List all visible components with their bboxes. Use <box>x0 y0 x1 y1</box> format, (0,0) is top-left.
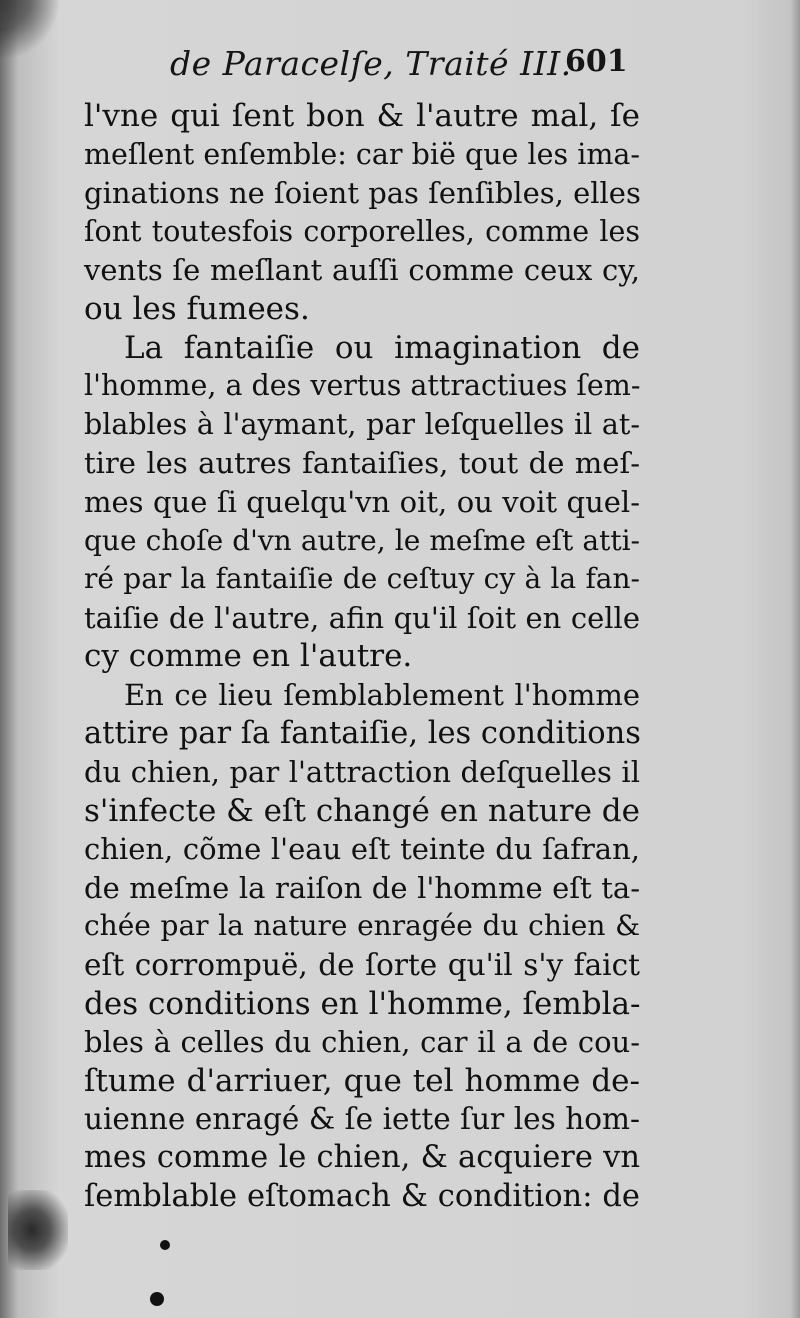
text-line: que choſe d'vn autre, le meſme eſt atti- <box>84 523 640 557</box>
text-line: ſtume d'arriuer, que tel homme de- <box>84 1062 640 1099</box>
text-line: En ce lieu ſemblablement l'homme <box>124 677 640 712</box>
ink-blot <box>160 1240 170 1250</box>
text-line: taiſie de l'autre, afin qu'il ſoit en celle <box>84 600 640 635</box>
text-line: ou les fumees. <box>84 290 310 327</box>
running-title: de Paracelſe, Traité III. <box>170 44 572 83</box>
text-line: ſont toutesfois corporelles, comme les <box>84 214 640 248</box>
text-line: chée par la nature enragée du chien & <box>84 909 640 943</box>
text-line: ſemblable eſtomach & condition: de <box>84 1178 640 1214</box>
text-line: l'homme, a des vertus attractiues ſem- <box>84 369 641 403</box>
text-line: des conditions en l'homme, ſembla- <box>84 985 641 1022</box>
text-line: tire les autres fantaiſies, tout de meſ- <box>84 446 640 481</box>
text-body <box>84 97 640 1216</box>
text-line: s'infecte & eſt changé en nature de <box>84 792 640 829</box>
page-number: 601 <box>565 44 628 79</box>
text-line: meſlent enſemble: car bië que les ima- <box>84 137 640 171</box>
text-line: mes comme le chien, & acquiere vn <box>84 1140 640 1176</box>
text-line: l'vne qui ſent bon & l'autre mal, ſe <box>84 98 640 134</box>
text-line: cy comme en l'autre. <box>84 638 413 675</box>
text-line: blables à l'aymant, par leſquelles il at- <box>84 407 640 441</box>
text-line: attire par ſa fantaiſie, les conditions <box>84 715 641 751</box>
text-line: La fantaiſie ou imagination de <box>124 329 640 366</box>
text-line: mes que ſi quelqu'vn oit, ou voit quel- <box>84 484 640 519</box>
ink-blot <box>150 1292 164 1306</box>
text-line: bles à celles du chien, car il a de cou- <box>84 1025 640 1060</box>
text-line: chien, cõme l'eau eſt teinte du ſafran, <box>84 832 640 867</box>
ink-stain <box>8 1190 68 1270</box>
text-line: eſt corrompuë, de ſorte qu'il s'y faict <box>84 948 640 983</box>
page-corner-shadow <box>0 0 60 60</box>
text-line: de meſme la raiſon de l'homme eſt ta- <box>84 870 640 905</box>
text-line: du chien, par l'attraction deſquelles il <box>84 755 640 790</box>
text-line: ginations ne ſoient pas ſenſibles, elles <box>84 176 641 211</box>
text-line: ré par la fantaiſie de ceſtuy cy à la fan- <box>84 562 640 596</box>
text-line: uienne enragé & ſe iette ſur les hom- <box>84 1102 640 1137</box>
text-line: vents ſe meſlant auſſi comme ceux cy, <box>84 253 640 288</box>
